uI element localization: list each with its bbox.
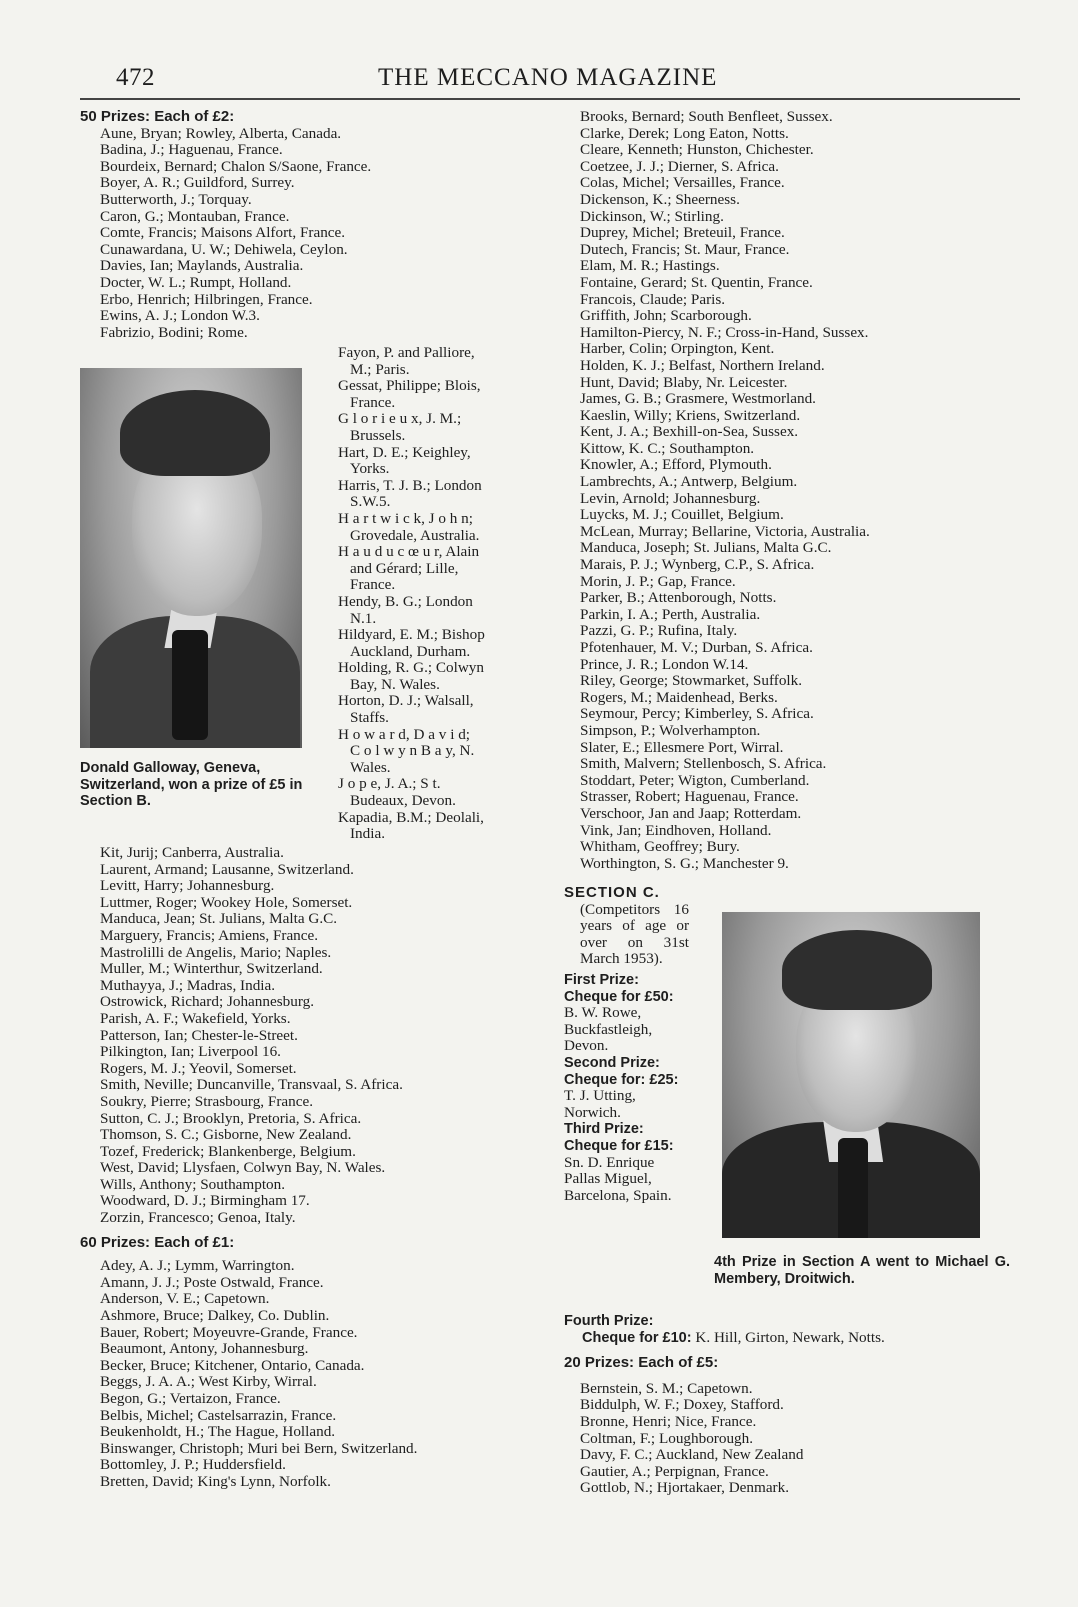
list-item: Levitt, Harry; Johannesburg.	[100, 877, 275, 895]
fourth-prize-cheque: Cheque for £10:	[582, 1329, 692, 1346]
list-item: Biddulph, W. F.; Doxey, Stafford.	[580, 1396, 784, 1414]
first-prize-label: First Prize: Cheque for £50:	[564, 971, 674, 1005]
first-prize	[564, 972, 689, 1055]
list-item: Sutton, C. J.; Brooklyn, Pretoria, S. Africa.	[100, 1109, 362, 1127]
list-item: Pazzi, G. P.; Rufina, Italy.	[580, 622, 738, 640]
list-item: Prince, J. R.; London W.14.	[580, 655, 749, 673]
list-item: Begon, G.; Vertaizon, France.	[100, 1390, 281, 1407]
list-item: Gautier, A.; Perpignan, France.	[580, 1462, 769, 1480]
list-item: Slater, E.; Ellesmere Port, Wirral.	[580, 738, 784, 756]
list-item: Dickenson, K.; Sheerness.	[580, 190, 740, 208]
list-item: Hendy, B. G.; London	[338, 592, 473, 610]
list-item: Hunt, David; Blaby, Nr. Leicester.	[580, 373, 788, 391]
list-item: Smith, Neville; Duncanville, Transvaal, S. Africa.	[100, 1076, 403, 1094]
list-item: Hamilton-Piercy, N. F.; Cross-in-Hand, Sussex.	[580, 323, 869, 341]
list-item: Levin, Arnold; Johannesburg.	[580, 489, 761, 507]
list-item: Elam, M. R.; Hastings.	[580, 257, 720, 275]
list-item: Anderson, V. E.; Capetown.	[100, 1290, 270, 1308]
list-item: Wales.	[350, 758, 391, 776]
list-item: Beukenholdt, H.; The Hague, Holland.	[100, 1423, 336, 1441]
list-item: and Gérard; Lille,	[350, 559, 459, 577]
list-item: Fontaine, Gerard; St. Quentin, France.	[580, 273, 813, 291]
list-item: Simpson, P.; Wolverhampton.	[580, 721, 761, 739]
tie-shape	[172, 630, 208, 740]
list-item: Manduca, Jean; St. Julians, Malta G.C.	[100, 910, 338, 928]
list-item: Aune, Bryan; Rowley, Alberta, Canada.	[100, 124, 342, 142]
list-item: Davy, F. C.; Auckland, New Zealand	[580, 1446, 804, 1464]
list-item: Bronne, Henri; Nice, France.	[580, 1412, 757, 1430]
list-item: Knowler, A.; Efford, Plymouth.	[580, 456, 772, 474]
list-item: Dickinson, W.; Stirling.	[580, 207, 724, 225]
list-item: Lambrechts, A.; Antwerp, Belgium.	[580, 473, 798, 491]
list-item: S.W.5.	[350, 493, 391, 511]
prize-list-beside-photo	[338, 345, 531, 843]
list-item: Comte, Francis; Maisons Alfort, France.	[100, 224, 346, 242]
list-item: Bernstein, S. M.; Capetown.	[580, 1379, 753, 1397]
list-item: Ostrowick, Richard; Johannesburg.	[100, 993, 314, 1011]
list-item: Butterworth, J.; Torquay.	[100, 190, 252, 208]
fourth-prize	[564, 1313, 1014, 1346]
header-rule	[80, 98, 1020, 100]
list-item: H a u d u c œ u r, Alain	[338, 543, 480, 561]
list-item: Strasser, Robert; Haguenau, France.	[580, 788, 799, 806]
list-item: Davies, Ian; Maylands, Australia.	[100, 257, 304, 275]
list-item: West, David; Llysfaen, Colwyn Bay, N. Wales.	[100, 1159, 386, 1177]
prize-list-2-pounds-continued	[80, 845, 550, 1227]
list-item: Bretten, David; King's Lynn, Norfolk.	[100, 1472, 331, 1490]
second-prize-label: Second Prize: Cheque for: £25:	[564, 1054, 679, 1088]
list-item: Muthayya, J.; Madras, India.	[100, 976, 276, 994]
list-item: N.1.	[350, 609, 377, 627]
list-item: Woodward, D. J.; Birmingham 17.	[100, 1192, 310, 1210]
list-item: Harber, Colin; Orpington, Kent.	[580, 340, 775, 358]
list-item: Morin, J. P.; Gap, France.	[580, 572, 736, 590]
section-c-block	[564, 885, 689, 1204]
list-item: Kit, Jurij; Canberra, Australia.	[100, 844, 284, 861]
list-item: James, G. B.; Grasmere, Westmorland.	[580, 390, 816, 408]
list-item: Kittow, K. C.; Southampton.	[580, 439, 755, 457]
list-item: Rogers, M.; Maidenhead, Berks.	[580, 688, 778, 706]
list-item: Coetzee, J. J.; Dierner, S. Africa.	[580, 157, 779, 175]
third-prize-label: Third Prize: Cheque for £15:	[564, 1121, 674, 1154]
list-item: Kent, J. A.; Bexhill-on-Sea, Sussex.	[580, 423, 799, 441]
list-item: Wills, Anthony; Southampton.	[100, 1175, 286, 1193]
list-item: Coltman, F.; Loughborough.	[580, 1429, 754, 1447]
list-item: Thomson, S. C.; Gisborne, New Zealand.	[100, 1126, 352, 1144]
list-item: Verschoor, Jan and Jaap; Rotterdam.	[580, 804, 802, 822]
list-item: Auckland, Durham.	[350, 642, 471, 660]
list-item: Adey, A. J.; Lymm, Warrington.	[100, 1257, 295, 1275]
list-item: H a r t w i c k, J o h n;	[338, 509, 473, 527]
list-item: Fayon, P. and Palliore,	[338, 344, 475, 361]
list-item: Clarke, Derek; Long Eaton, Notts.	[580, 124, 789, 142]
list-item: Bottomley, J. P.; Huddersfield.	[100, 1456, 286, 1474]
list-item: France.	[350, 576, 396, 594]
fourth-prize-block	[564, 1313, 1014, 1497]
list-item: Pfotenhauer, M. V.; Durban, S. Africa.	[580, 639, 813, 656]
list-item: Hildyard, E. M.; Bishop	[338, 626, 485, 644]
list-item: Horton, D. J.; Walsall,	[338, 692, 474, 710]
list-item: Soukry, Pierre; Strasbourg, France.	[100, 1092, 314, 1110]
hair-shape	[120, 390, 270, 476]
list-item: Holden, K. J.; Belfast, Northern Ireland.	[580, 356, 825, 374]
list-item: Luycks, M. J.; Couillet, Belgium.	[580, 506, 784, 524]
section-c-heading: SECTION C.	[564, 884, 660, 901]
fourth-prize-line	[564, 1330, 1014, 1347]
photo-caption-right: 4th Prize in Section A went to Michael G. Membery, Droitwich.	[714, 1254, 1010, 1287]
list-item: Marguery, Francis; Amiens, France.	[100, 926, 319, 944]
page-title: THE MECCANO MAGAZINE	[378, 64, 718, 91]
list-item: Binswanger, Christoph; Muri bei Bern, Switzerland.	[100, 1439, 418, 1457]
list-item: Badina, J.; Haguenau, France.	[100, 141, 283, 159]
prize-list-2-pounds	[80, 126, 540, 342]
list-item: Pilkington, Ian; Liverpool 16.	[100, 1043, 281, 1061]
list-item: Grovedale, Australia.	[350, 526, 480, 544]
list-item: Budeaux, Devon.	[350, 792, 456, 810]
fourth-prize-label: Fourth Prize:	[564, 1313, 654, 1329]
list-item: Beggs, J. A. A.; West Kirby, Wirral.	[100, 1373, 317, 1391]
list-item: France.	[350, 393, 396, 411]
list-item: Staffs.	[350, 709, 389, 727]
list-item: Marais, P. J.; Wynberg, C.P., S. Africa.	[580, 556, 815, 574]
list-item: Holding, R. G.; Colwyn	[338, 659, 484, 677]
list-item: C o l w y n B a y, N.	[350, 742, 475, 760]
list-item: Seymour, Percy; Kimberley, S. Africa.	[580, 705, 814, 723]
list-item: McLean, Murray; Bellarine, Victoria, Australia.	[580, 522, 870, 540]
second-prize-value: T. J. Utting, Norwich.	[564, 1087, 636, 1121]
list-item: Muller, M.; Winterthur, Switzerland.	[100, 960, 323, 978]
list-item: Bay, N. Wales.	[350, 675, 440, 693]
list-item: Parker, B.; Attenborough, Notts.	[580, 589, 777, 607]
left-beside-photo	[338, 345, 531, 843]
list-item: Bourdeix, Bernard; Chalon S/Saone, France.	[100, 157, 372, 175]
list-item: Smith, Malvern; Stellenbosch, S. Africa.	[580, 755, 827, 773]
hair-shape	[782, 930, 932, 1010]
left-column-top	[80, 109, 540, 341]
prize-list-1-pound	[80, 1258, 550, 1490]
prize-heading-1-pound: 60 Prizes: Each of £1:	[80, 1233, 235, 1251]
list-item: Griffith, John; Scarborough.	[580, 307, 752, 325]
right-column-top	[564, 109, 1004, 872]
list-item: Cleare, Kenneth; Hunston, Chichester.	[580, 141, 814, 159]
list-item: Mastrolilli de Angelis, Mario; Naples.	[100, 943, 332, 961]
list-item: Caron, G.; Montauban, France.	[100, 207, 290, 225]
list-item: Zorzin, Francesco; Genoa, Italy.	[100, 1209, 296, 1227]
prize-list-5-pounds	[564, 1381, 1014, 1497]
list-item: Fabrizio, Bodini; Rome.	[100, 323, 248, 341]
photo-donald-galloway	[80, 368, 302, 748]
list-item: Belbis, Michel; Castelsarrazin, France.	[100, 1406, 337, 1424]
list-item: Patterson, Ian; Chester-le-Street.	[100, 1026, 298, 1044]
list-item: Cunawardana, U. W.; Dehiwela, Ceylon.	[100, 240, 348, 258]
second-prize	[564, 1055, 689, 1121]
page-header	[80, 60, 1020, 104]
third-prize	[564, 1121, 689, 1204]
list-item: Whitham, Geoffrey; Bury.	[580, 838, 740, 856]
list-item: Duprey, Michel; Breteuil, France.	[580, 224, 785, 242]
list-item: Ashmore, Bruce; Dalkey, Co. Dublin.	[100, 1307, 330, 1325]
first-prize-value: B. W. Rowe, Buckfastleigh, Devon.	[564, 1004, 653, 1055]
list-item: Stoddart, Peter; Wigton, Cumberland.	[580, 771, 810, 789]
list-item: Erbo, Henrich; Hilbringen, France.	[100, 290, 313, 308]
page-number: 472	[116, 64, 155, 91]
fourth-prize-value: K. Hill, Girton, Newark, Notts.	[695, 1328, 885, 1346]
list-item: Luttmer, Roger; Wookey Hole, Somerset.	[100, 893, 353, 911]
third-prize-value: Sn. D. Enrique Pallas Miguel, Barcelona, Spain.	[564, 1153, 672, 1204]
list-item: Francois, Claude; Paris.	[580, 290, 726, 308]
list-item: Parish, A. F.; Wakefield, Yorks.	[100, 1009, 291, 1027]
list-item: Riley, George; Stowmarket, Suffolk.	[580, 672, 803, 690]
list-item: Gottlob, N.; Hjortakaer, Denmark.	[580, 1479, 790, 1497]
list-item: Yorks.	[350, 460, 390, 478]
tie-shape	[838, 1138, 868, 1238]
list-item: Beaumont, Antony, Johannesburg.	[100, 1340, 309, 1358]
list-item: Vink, Jan; Eindhoven, Holland.	[580, 821, 772, 839]
list-item: Parkin, I. A.; Perth, Australia.	[580, 605, 761, 623]
prize-heading-5-pounds: 20 Prizes: Each of £5:	[564, 1354, 719, 1372]
list-item: Tozef, Frederick; Blankenberge, Belgium.	[100, 1142, 356, 1160]
list-item: Kapadia, B.M.; Deolali,	[338, 808, 484, 826]
list-item: Bauer, Robert; Moyeuvre-Grande, France.	[100, 1323, 358, 1341]
list-item: Ewins, A. J.; London W.3.	[100, 307, 260, 325]
list-item: Brooks, Bernard; South Benfleet, Sussex.	[580, 108, 833, 125]
list-item: Docter, W. L.; Rumpt, Holland.	[100, 273, 292, 291]
list-item: Rogers, M. J.; Yeovil, Somerset.	[100, 1059, 297, 1077]
list-item: H o w a r d, D a v i d;	[338, 725, 471, 743]
list-item: Kaeslin, Willy; Kriens, Switzerland.	[580, 406, 801, 424]
list-item: Dutech, Francis; St. Maur, France.	[580, 240, 790, 258]
list-item: Boyer, A. R.; Guildford, Surrey.	[100, 174, 295, 192]
prize-heading-2-pounds: 50 Prizes: Each of £2:	[80, 108, 235, 125]
list-item: Brussels.	[350, 426, 406, 444]
list-item: J o p e, J. A.; S t.	[338, 775, 441, 793]
list-item: India.	[350, 825, 386, 843]
list-item: Colas, Michel; Versailles, France.	[580, 174, 785, 192]
list-item: G l o r i e u x, J. M.;	[338, 410, 462, 428]
left-column-lower	[80, 845, 550, 1491]
list-item: Hart, D. E.; Keighley,	[338, 443, 471, 461]
list-item: Amann, J. J.; Poste Ostwald, France.	[100, 1273, 324, 1291]
list-item: Becker, Bruce; Kitchener, Ontario, Canada.	[100, 1356, 365, 1374]
section-c-note: (Competitors 16 years of age or over on 31st March 1953).	[580, 900, 689, 968]
list-item: M.; Paris.	[350, 360, 410, 378]
list-item: Laurent, Armand; Lausanne, Switzerland.	[100, 860, 354, 878]
photo-michael-membery	[722, 912, 980, 1238]
list-item: Harris, T. J. B.; London	[338, 476, 482, 494]
list-item: Gessat, Philippe; Blois,	[338, 377, 481, 395]
list-item: Worthington, S. G.; Manchester 9.	[580, 854, 789, 872]
list-item: Manduca, Joseph; St. Julians, Malta G.C.	[580, 539, 832, 557]
prize-list-1-pound-continued	[564, 109, 1004, 872]
photo-caption-left: Donald Galloway, Geneva, Switzerland, won a prize of £5 in Section B.	[80, 760, 303, 809]
